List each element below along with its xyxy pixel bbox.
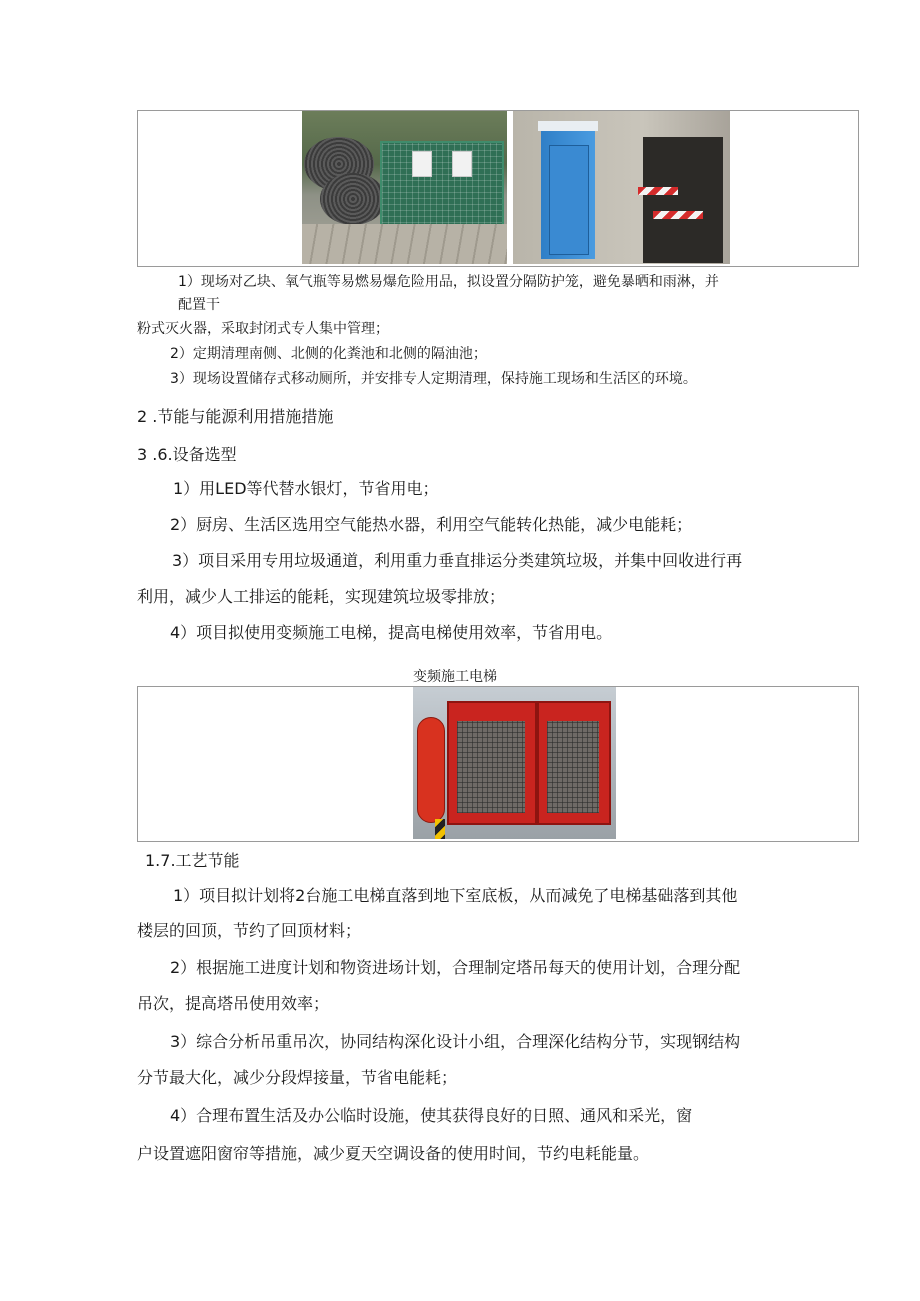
text-line: 分节最大化，减少分段焊接量，节省电能耗； [137, 1068, 458, 1087]
text-line: 3）项目采用专用垃圾通道，利用重力垂直排运分类建筑垃圾，并集中回收进行再 [172, 551, 743, 570]
photo-construction-elevator [413, 687, 616, 839]
text-line: 1）现场对乙块、氧气瓶等易燃易爆危险用品，拟设置分隔防护笼，避免暴晒和雨淋，并 [178, 274, 719, 290]
toilet-roof [538, 121, 598, 131]
text-line: 1）项目拟计划将2台施工电梯直落到地下室底板，从而减免了电梯基础落到其他 [173, 886, 738, 905]
fire-hose-reel [417, 717, 445, 823]
doorway [643, 137, 723, 263]
cage-sign [412, 151, 432, 177]
photo-gas-cylinder-cage [302, 111, 507, 264]
text-line: 2）定期清理南侧、北侧的化粪池和北侧的隔油池； [170, 346, 487, 362]
steel-coil [320, 173, 386, 225]
safety-barrier [653, 211, 703, 219]
photo-mobile-toilet [513, 111, 730, 264]
text-line: 3）综合分析吊重吊次，协同结构深化设计小组，合理深化结构分节，实现钢结构 [170, 1032, 741, 1051]
text-line: 1）用LED等代替水银灯，节省用电； [173, 479, 439, 498]
text-line: 楼层的回顶，节约了回顶材料； [137, 921, 362, 940]
section-heading: 1.7.工艺节能 [145, 851, 240, 870]
text-line: 2）厨房、生活区选用空气能热水器，利用空气能转化热能，减少电能耗； [170, 515, 693, 534]
figure-caption: 变频施工电梯 [413, 669, 497, 685]
section-heading: 3 .6.设备选型 [137, 445, 237, 464]
section-heading: 2 .节能与能源利用措施措施 [137, 407, 334, 426]
elevator-cage-left [447, 701, 537, 825]
text-line: 4）项目拟使用变频施工电梯，提高电梯使用效率，节省用电。 [170, 623, 613, 642]
paving [302, 224, 507, 264]
text-line: 吊次，提高塔吊使用效率； [137, 994, 330, 1013]
hazard-stripe [435, 819, 445, 839]
safety-barrier [638, 187, 678, 195]
text-line: 配置干 [178, 297, 220, 313]
text-line: 粉式灭火器，采取封闭式专人集中管理； [137, 321, 389, 337]
text-line: 户设置遮阳窗帘等措施，减少夏天空调设备的使用时间，节约电耗能量。 [137, 1144, 650, 1163]
toilet-door [549, 145, 589, 255]
text-line: 利用，减少人工排运的能耗，实现建筑垃圾零排放； [137, 587, 506, 606]
cage-sign [452, 151, 472, 177]
text-line: 2）根据施工进度计划和物资进场计划，合理制定塔吊每天的使用计划，合理分配 [170, 958, 741, 977]
text-line: 3）现场设置储存式移动厕所，并安排专人定期清理，保持施工现场和生活区的环境。 [170, 371, 697, 387]
elevator-cage-right [537, 701, 611, 825]
text-line: 4）合理布置生活及办公临时设施，使其获得良好的日照、通风和采光，窗 [170, 1106, 693, 1125]
cylinder-cage [380, 141, 504, 237]
